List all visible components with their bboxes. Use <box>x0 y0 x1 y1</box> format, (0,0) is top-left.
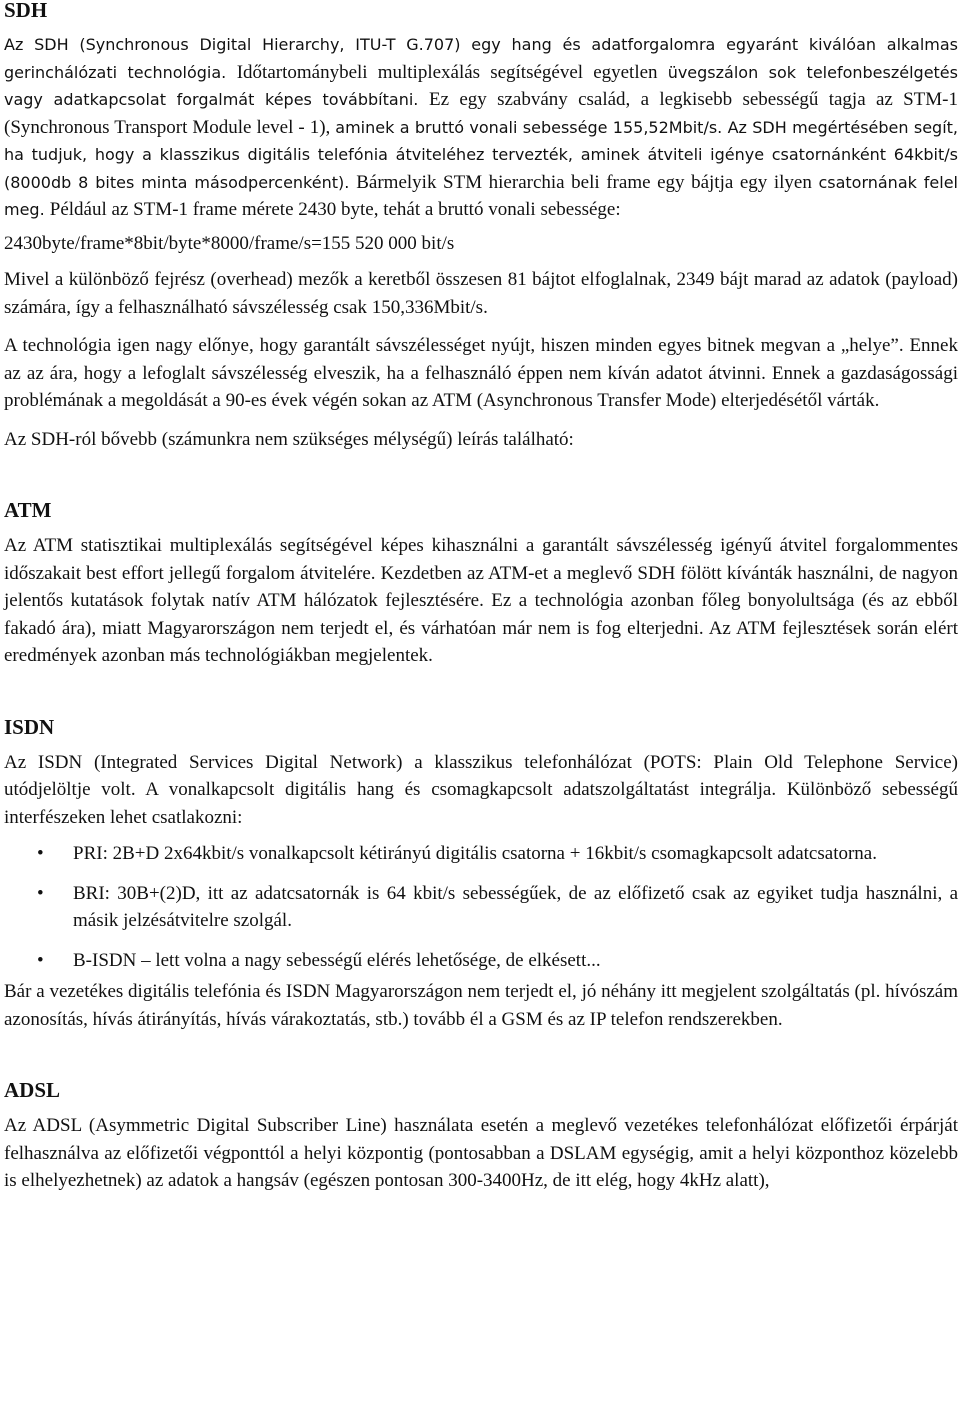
sdh-intro-text-h: Például az STM-1 frame mérete 2430 byte, tehát a bruttó vonali sebessége: <box>49 199 621 220</box>
atm-paragraph: Az ATM statisztikai multiplexálás segítségével képes kihasználni a garantált sávszélesség igényű átvitel forgalommentes időszakait best effort jellegű forgalom átvitelére. Kezdetben az ATM-et a meglevő SDH fölött kívánták használni, de nagyon jelentős kutatások folytak natív ATM hálózatok fejlesztésére. Ez a technológia azonban főleg bonyolultsága (és az ebből fakadó ára), miatt Magyarországon nem terjedt el, és várhatóan már nem is fog elterjedni. Az ATM fejlesztések során elért eredmények azonban más technológiákban megjelentek. <box>4 535 958 666</box>
section-heading-atm: ATM <box>4 498 52 522</box>
section-heading-isdn: ISDN <box>4 714 55 739</box>
isdn-interface-list <box>4 840 958 974</box>
sdh-paragraph-overhead: Mivel a különböző fejrész (overhead) mezők a keretből összesen 81 bájtot elfoglalnak, 2349 bájt marad az adatok (payload) számára, így a felhasználható sávszélesség csak 150,336Mbit/s. <box>4 269 958 318</box>
isdn-paragraph-intro: Az ISDN (Integrated Services Digital Network) a klasszikus telefonhálózat (POTS: Plain Old Telephone Service) utódjelöltje volt. A vonalkapcsolt digitális hang és csomagkapcsolt adatszolgáltatást integrálja. Különböző sebességű interfészeken lehet csatlakozni: <box>4 751 958 828</box>
adsl-paragraph: Az ADSL (Asymmetric Digital Subscriber Line) használata esetén a meglevő vezetékes telefonhálózat előfizetői érpárját felhasználva az előfizetői végponttól a helyi központig (pontosabban a DSLAM egységig, amit a helyi központhoz közelebb is elhelyezhetnek) az adatok a hangsáv (egészen pontosan 300-3400Hz, de itt elég, hogy 4kHz alatt), <box>4 1115 958 1191</box>
sdh-intro-text-b: Időtartománybeli multiplexálás segítségével egyetlen <box>236 61 668 83</box>
sdh-intro-text-d: Ez egy szabvány család, a legkisebb sebességű tagja az STM-1 (Synchronous Transport Module level - 1), <box>4 89 959 138</box>
sdh-paragraph-advantage: A technológia igen nagy előnye, hogy garantált sávszélességet nyújt, hiszen minden egyes bitnek megvan a „helye”. Ennek az az ára, hogy a lefoglalt sávszélesség elveszik, ha a felhasználó éppen nem kíván adatot átvinni. Ennek a gazdaságossági problémának a megoldását a 90-es évek végén sokan az ATM (Asynchronous Transfer Mode) elterjedésétől várták. <box>4 335 958 411</box>
list-item-text: B-ISDN – lett volna a nagy sebességű elérés lehetősége, de elkésett... <box>73 949 601 971</box>
sdh-intro-text-g: csatornának felel meg. <box>4 172 959 219</box>
bullet-icon: • <box>37 882 44 904</box>
sdh-bitrate-formula: 2430byte/frame*8bit/byte*8000/frame/s=155 520 000 bit/s <box>4 232 455 254</box>
list-item-text: PRI: 2B+D 2x64kbit/s vonalkapcsolt kétirányú digitális csatorna + 16kbit/s csomagkapcsolt adatcsatorna. <box>73 843 877 864</box>
sdh-intro-text-c: üvegszálon sok telefonbeszélgetés vagy adatkapcsolat forgalmát képes továbbítani. <box>4 62 958 109</box>
bullet-icon: • <box>37 949 44 971</box>
list-item <box>4 840 958 868</box>
sdh-paragraph-reference: Az SDH-ról bővebb (számunkra nem szükséges mélységű) leírás található: <box>4 428 574 450</box>
document-page <box>4 0 958 1195</box>
sdh-paragraph-intro <box>4 31 958 224</box>
list-item <box>4 947 958 975</box>
sdh-intro-text-e: aminek a bruttó vonali sebessége 155,52Mbit/s. Az SDH megértésében segít, ha tudjuk, hogy a klasszikus digitális telefónia átviteléhez tervezték, aminek átviteli igénye csatornánként 64kbit/s (8000db 8 bites minta másodpercenként). <box>4 117 959 192</box>
sdh-intro-text-a: Az SDH (Synchronous Digital Hierarchy, ITU-T G.707) egy hang és adatforgalomra egyaránt kiválóan alkalmas gerinchálózati technológia. <box>4 35 958 82</box>
section-heading-sdh: SDH <box>4 0 48 22</box>
isdn-paragraph-outro: Bár a vezetékes digitális telefónia és ISDN Magyarországon nem terjedt el, jó néhány itt megjelent szolgáltatás (pl. hívószám azonosítás, hívás átirányítás, hívás várakoztatás, stb.) tovább él a GSM és az IP telefon rendszerekben. <box>4 981 958 1030</box>
section-heading-adsl: ADSL <box>4 1078 61 1102</box>
sdh-intro-text-f: Bármelyik STM hierarchia beli frame egy bájtja egy ilyen <box>356 171 819 193</box>
bullet-icon: • <box>37 843 44 864</box>
list-item <box>4 880 958 935</box>
list-item-text: BRI: 30B+(2)D, itt az adatcsatornák is 64 kbit/s sebességűek, de az előfizető csak az egyiket tudja használni, a másik jelzésátvitelre szolgál. <box>73 882 958 931</box>
